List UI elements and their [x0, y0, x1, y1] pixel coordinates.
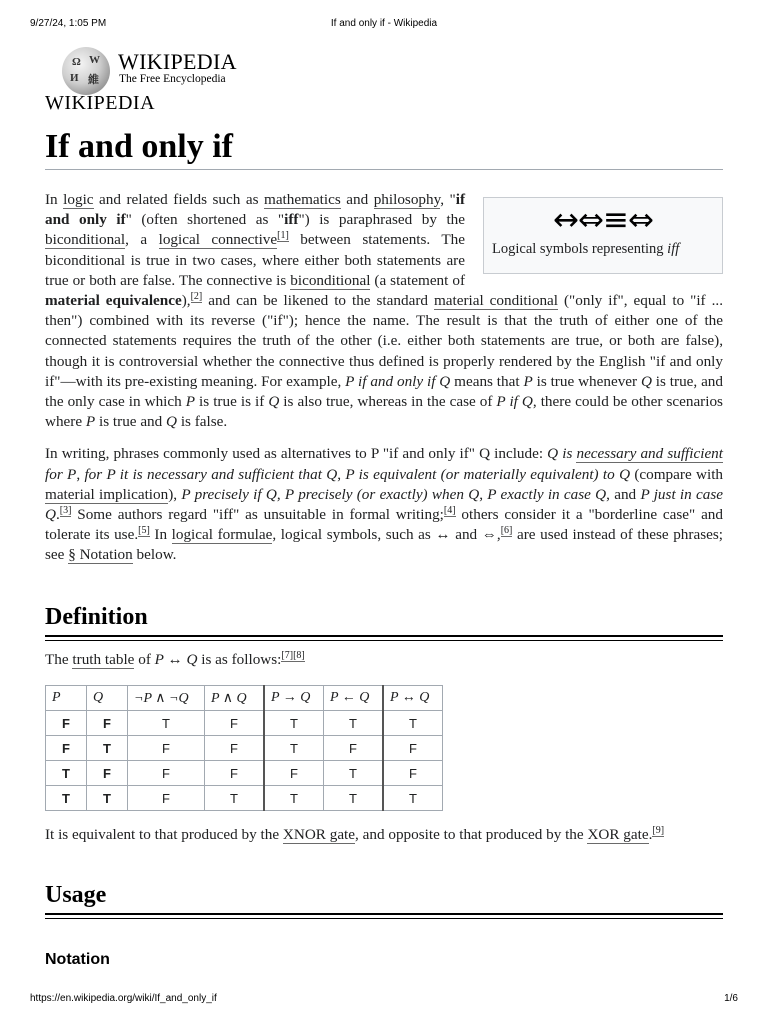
- section-divider: [45, 635, 723, 641]
- title-divider: [45, 169, 723, 170]
- table-row: [46, 786, 443, 811]
- link-biconditional-2[interactable]: biconditional: [290, 271, 371, 289]
- link-logical-connective[interactable]: logical connective: [158, 231, 278, 249]
- link-necessary-and-sufficient[interactable]: necessary and sufficient: [576, 445, 723, 463]
- col-header: P ↔ Q: [383, 686, 443, 711]
- intro-paragraph: In logic and related fields such as mathematics and philosophy, "if and only if" (often shortened as "iff") is paraphrased by the biconditional, a logical connective[1] between statements. The biconditional is true in two cases, where either both statements are true or both are false. The connective is biconditional (a statement of material equivalence),[2] and can be likened to the standard material conditional ("only if", equal to "if ... then") combined with its reverse ("if"); hence the name. The result is that the truth of either one of the connected statements requires the truth of the other (i.e. either both statements are true, or both are false), though it is controversial whether the connective thus defined is properly rendered by the English "if and only if"—with its pre-existing meaning. For example, P if and only if Q means that P is true whenever Q is true, and the only case in which P is true is if Q is also true, whereas in the case of P if Q, there could be other scenarios where P is true and Q is false.: [45, 191, 723, 431]
- table-cell: F: [383, 736, 443, 761]
- print-datetime: 9/27/24, 1:05 PM: [30, 18, 107, 29]
- table-cell: F: [264, 761, 324, 786]
- table-cell: T: [87, 786, 128, 811]
- ref-3: [3]: [59, 504, 72, 516]
- link-logic[interactable]: logic: [63, 191, 94, 208]
- table-cell: T: [264, 711, 324, 736]
- table-cell: F: [87, 761, 128, 786]
- subsection-heading-notation: Notation: [45, 951, 110, 968]
- ref-4: [4]: [443, 504, 456, 516]
- section-divider: [45, 913, 723, 919]
- col-header: Q: [87, 686, 128, 711]
- col-header: P → Q: [264, 686, 324, 711]
- link-xor-gate[interactable]: XOR gate: [587, 826, 649, 843]
- print-url: https://en.wikipedia.org/wiki/If_and_only_if: [30, 993, 217, 1004]
- col-header: P: [46, 686, 87, 711]
- xnor-paragraph: It is equivalent to that produced by the XNOR gate, and opposite to that produced by the XOR gate.[9]: [45, 824, 665, 843]
- logo-wordmark: WIKIPEDIA: [118, 49, 237, 74]
- table-cell: F: [128, 736, 205, 761]
- link-logical-formulae[interactable]: logical formulae: [171, 526, 273, 544]
- link-notation-section[interactable]: § Notation: [68, 546, 133, 564]
- link-mathematics[interactable]: mathematics: [264, 191, 341, 208]
- table-cell: T: [205, 786, 265, 811]
- table-cell: F: [383, 761, 443, 786]
- table-cell: T: [264, 736, 324, 761]
- table-cell: T: [324, 786, 384, 811]
- ref-8: [8]: [293, 649, 305, 661]
- table-row: [46, 736, 443, 761]
- ref-6: [6]: [500, 525, 513, 537]
- table-cell: T: [383, 786, 443, 811]
- ref-1: [1]: [277, 230, 289, 242]
- table-cell: F: [205, 736, 265, 761]
- table-cell: T: [128, 711, 205, 736]
- wikipedia-globe-icon: Ω W И 維: [62, 47, 110, 95]
- table-cell: F: [46, 736, 87, 761]
- wordmark-small: WIKIPEDIA: [45, 92, 156, 114]
- table-cell: F: [87, 711, 128, 736]
- print-page-title: If and only if - Wikipedia: [330, 18, 438, 29]
- link-material-implication[interactable]: material implication: [45, 485, 169, 503]
- ref-2: [2]: [190, 290, 203, 302]
- section-heading-usage: Usage: [45, 882, 107, 908]
- figure-caption: Logical symbols representing iff: [492, 241, 680, 257]
- table-cell: F: [205, 711, 265, 736]
- logo-tagline: The Free Encyclopedia: [119, 73, 226, 85]
- table-cell: T: [383, 711, 443, 736]
- infobox-figure: [483, 197, 723, 274]
- link-philosophy[interactable]: philosophy: [373, 191, 441, 208]
- link-truth-table[interactable]: truth table: [72, 651, 135, 668]
- table-cell: F: [46, 711, 87, 736]
- col-header: P ∧ Q: [205, 686, 265, 711]
- table-cell: T: [324, 711, 384, 736]
- table-row: [46, 761, 443, 786]
- print-header: [30, 18, 738, 32]
- table-cell: T: [46, 761, 87, 786]
- section-heading-definition: Definition: [45, 604, 148, 630]
- ref-7: [7]: [281, 649, 294, 661]
- print-page-number: 1/6: [724, 993, 738, 1004]
- print-footer: [30, 993, 738, 1007]
- col-header: P ← Q: [324, 686, 384, 711]
- link-material-conditional[interactable]: material conditional: [433, 292, 559, 310]
- table-cell: F: [128, 786, 205, 811]
- ref-5: [5]: [138, 525, 150, 537]
- alternatives-paragraph: In writing, phrases commonly used as alternatives to P "if and only if" Q include: Q is necessary and sufficient for P, for P it is necessary and sufficient that Q, P is equivalent (or materially equivalent) to Q (compare with material implication), P precisely if Q, P precisely (or exactly) when Q, P exactly in case Q, and P just in case Q.[3] Some authors regard "iff" as unsuitable in formal writing;[4] others consider it a "borderline case" and tolerate its use.[5] In logical formulae, logical symbols, such as ↔ and ⇔,[6] are used instead of these phrases; see § Notation below.: [45, 445, 724, 564]
- table-cell: T: [87, 736, 128, 761]
- col-header: ¬P ∧ ¬Q: [128, 686, 205, 711]
- link-biconditional[interactable]: biconditional: [45, 231, 126, 249]
- table-row: [46, 711, 443, 736]
- table-cell: T: [46, 786, 87, 811]
- wikipedia-logo[interactable]: [62, 45, 262, 95]
- table-cell: T: [264, 786, 324, 811]
- ref-9: [9]: [652, 824, 665, 836]
- truth-table: [45, 685, 443, 811]
- table-header-row: [46, 686, 443, 711]
- truth-table-intro: The truth table of P ↔ Q is as follows:[7][8]: [45, 649, 305, 668]
- article-body: [45, 190, 723, 578]
- page-title: If and only if: [45, 128, 233, 165]
- table-cell: T: [324, 761, 384, 786]
- table-cell: F: [205, 761, 265, 786]
- table-cell: F: [128, 761, 205, 786]
- logical-symbols-image: ↔⇔≡⇔: [553, 202, 653, 238]
- link-xnor-gate[interactable]: XNOR gate: [282, 826, 356, 843]
- table-cell: F: [324, 736, 384, 761]
